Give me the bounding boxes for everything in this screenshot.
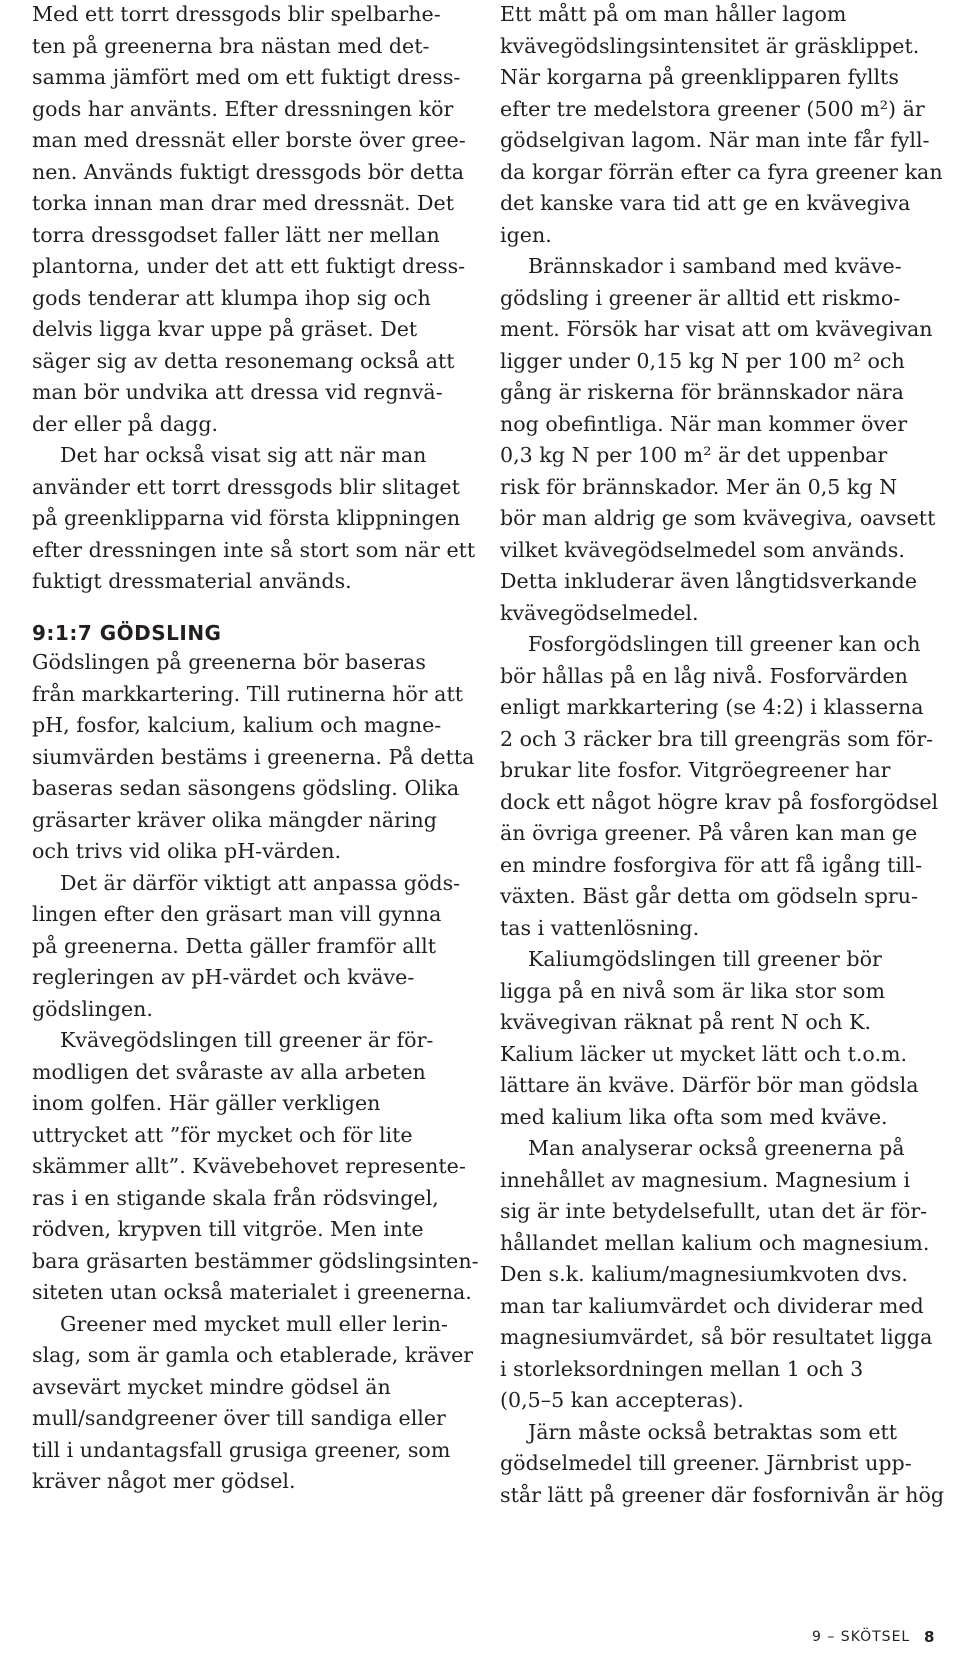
text-line: regleringen av pH-värdet och kväve- — [32, 965, 415, 989]
text-line: Kvävegödslingen till greener är för- — [60, 1028, 434, 1052]
text-line: nog obefintliga. När man kommer över — [500, 411, 908, 436]
text-line: der eller på dagg. — [32, 411, 219, 436]
text-line: da korgar förrän efter ca fyra greener kan — [500, 159, 943, 184]
text-line: skämmer allt”. Kvävebehovet represente- — [32, 1154, 466, 1178]
text-line: kvävegödslingsintensitet är gräsklippet. — [500, 33, 920, 58]
text-line: sig är inte betydelsefullt, utan det är för- — [500, 1199, 928, 1223]
text-line: ment. Försök har visat att om kvävegivan — [500, 317, 933, 341]
text-line: Fosforgödslingen till greener kan och — [528, 632, 921, 656]
text-line: gödselgivan lagom. När man inte får fyll- — [500, 128, 930, 152]
text-line: ten på greenerna bra nästan med det- — [32, 33, 430, 58]
text-line: torka innan man drar med dressnät. Det — [32, 191, 455, 215]
text-line: bara gräsarten bestämmer gödslingsinten- — [32, 1248, 479, 1273]
text-line: magnesiumvärdet, så bör resultatet ligga — [500, 1325, 933, 1349]
text-line: slag, som är gamla och etablerade, kräver — [32, 1343, 474, 1367]
text-line: plantorna, under det att ett fuktigt dress- — [32, 254, 466, 278]
text-line: Kaliumgödslingen till greener bör — [528, 947, 882, 971]
text-line: Man analyserar också greenerna på — [528, 1136, 905, 1160]
text-line: står lätt på greener där fosfornivån är hög — [500, 1482, 945, 1507]
text-line: gods tenderar att klumpa ihop sig och — [32, 285, 431, 310]
text-line: lättare än kväve. Därför bör man gödsla — [500, 1073, 919, 1097]
text-line: igen. — [500, 222, 552, 247]
text-line: nen. Används fuktigt dressgods bör detta — [32, 159, 465, 184]
text-line: och trivs vid olika pH-värden. — [32, 839, 342, 863]
text-line: siteten utan också materialet i greenerna. — [32, 1280, 472, 1304]
text-line: Med ett torrt dressgods blir spelbarhe- — [32, 2, 441, 26]
text-line: ligga på en nivå som är lika stor som — [500, 978, 885, 1003]
text-line: vilket kvävegödselmedel som används. — [500, 537, 905, 562]
text-line: fuktigt dressmaterial används. — [32, 569, 352, 593]
text-line: tas i vattenlösning. — [500, 915, 700, 940]
text-line: brukar lite fosfor. Vitgröegreener har — [500, 758, 891, 782]
text-line: (0,5–5 kan accepteras). — [500, 1388, 744, 1412]
text-line: kvävegivan räknat på rent N och K. — [500, 1010, 872, 1034]
text-line: kräver något mer gödsel. — [32, 1469, 296, 1493]
text-line: Den s.k. kalium/magnesiumkvoten dvs. — [500, 1262, 908, 1286]
text-line: När korgarna på greenklipparen fyllts — [500, 65, 899, 89]
text-line: lingen efter den gräsart man vill gynna — [32, 902, 442, 926]
text-line: mull/sandgreener över till sandiga eller — [32, 1406, 446, 1430]
text-line: 2 och 3 räcker bra till greengräs som för- — [500, 726, 934, 751]
text-line: med kalium lika ofta som med kväve. — [500, 1104, 888, 1129]
text-line: Det har också visat sig att när man — [60, 443, 427, 467]
text-line: Greener med mycket mull eller lerin- — [60, 1311, 449, 1336]
text-line: gång är riskerna för brännskador nära — [500, 380, 904, 404]
text-line: bör hållas på en låg nivå. Fosforvärden — [500, 663, 908, 688]
text-line: man med dressnät eller borste över gree- — [32, 128, 466, 152]
text-line: Kalium läcker ut mycket lätt och t.o.m. — [500, 1041, 908, 1066]
text-line: ras i en stigande skala från rödsvingel, — [32, 1185, 439, 1210]
text-line: gödselmedel till greener. Järnbrist upp- — [500, 1451, 912, 1475]
text-line: till i undantagsfall grusiga greener, som — [32, 1437, 451, 1462]
text-line: man tar kaliumvärdet och dividerar med — [500, 1293, 924, 1318]
text-line: på greenerna. Detta gäller framför allt — [32, 933, 437, 958]
text-line: efter tre medelstora greener (500 m²) är — [500, 96, 925, 121]
text-line: det kanske vara tid att ge en kvävegiva — [500, 191, 911, 215]
text-line: gödsling i greener är alltid ett riskmo- — [500, 285, 901, 310]
text-line: kvävegödselmedel. — [500, 600, 699, 625]
text-line: efter dressningen inte så stort som när ett — [32, 537, 476, 562]
text-line: pH, fosfor, kalcium, kalium och magne- — [32, 713, 442, 737]
text-line: man bör undvika att dressa vid regnvä- — [32, 380, 443, 404]
text-line: än övriga greener. På våren kan man ge — [500, 821, 918, 845]
text-line: Brännskador i samband med kväve- — [528, 254, 902, 278]
text-line: hållandet mellan kalium och magnesium. — [500, 1230, 930, 1255]
text-line: uttrycket att ”för mycket och för lite — [32, 1122, 413, 1147]
text-line: baseras sedan säsongens gödsling. Olika — [32, 776, 460, 800]
text-line: från markkartering. Till rutinerna hör att — [32, 681, 463, 706]
text-line: bör man aldrig ge som kvävegiva, oavsett — [500, 506, 936, 530]
text-line: delvis ligga kvar uppe på gräset. Det — [32, 317, 418, 341]
text-line: 0,3 kg N per 100 m² är det uppenbar — [500, 443, 888, 467]
text-line: torra dressgodset faller lätt ner mellan — [32, 222, 440, 247]
text-line: modligen det svåraste av alla arbeten — [32, 1059, 426, 1084]
text-line: innehållet av magnesium. Magnesium i — [500, 1167, 911, 1192]
text-line: använder ett torrt dressgods blir slitaget — [32, 474, 460, 499]
text-line: dock ett något högre krav på fosforgödsel — [500, 789, 939, 814]
text-line: på greenklipparna vid första klippningen — [32, 506, 461, 530]
text-line: siumvärden bestäms i greenerna. På detta — [32, 744, 475, 769]
text-line: samma jämfört med om ett fuktigt dress- — [32, 65, 461, 89]
text-line: inom golfen. Här gäller verkligen — [32, 1091, 381, 1115]
page-number: 8 — [924, 1628, 935, 1646]
text-line: gödslingen. — [32, 996, 153, 1021]
text-line: Det är därför viktigt att anpassa göds- — [60, 870, 461, 895]
text-line: Ett mått på om man håller lagom — [500, 2, 847, 26]
text-line: växten. Bäst går detta om gödseln spru- — [500, 884, 918, 908]
text-line: Gödslingen på greenerna bör baseras — [32, 650, 426, 674]
text-line: en mindre fosforgiva för att få igång till- — [500, 852, 923, 877]
text-line: ligger under 0,15 kg N per 100 m² och — [500, 348, 905, 373]
text-line: enligt markkartering (se 4:2) i klasserna — [500, 695, 924, 719]
section-heading: 9:1:7 GÖDSLING — [32, 621, 222, 645]
text-line: Järn måste också betraktas som ett — [528, 1419, 898, 1444]
text-line: rödven, krypven till vitgröe. Men inte — [32, 1217, 424, 1241]
text-line: i storleksordningen mellan 1 och 3 — [500, 1356, 864, 1381]
text-line: risk för brännskador. Mer än 0,5 kg N — [500, 474, 898, 499]
footer-section-label: 9 – SKÖTSEL — [812, 1629, 911, 1645]
text-line: säger sig av detta resonemang också att — [32, 348, 455, 373]
text-line: Detta inkluderar även långtidsverkande — [500, 569, 918, 593]
text-line: avsevärt mycket mindre gödsel än — [32, 1374, 391, 1399]
text-line: gräsarter kräver olika mängder näring — [32, 807, 437, 832]
text-line: gods har använts. Efter dressningen kör — [32, 96, 454, 121]
